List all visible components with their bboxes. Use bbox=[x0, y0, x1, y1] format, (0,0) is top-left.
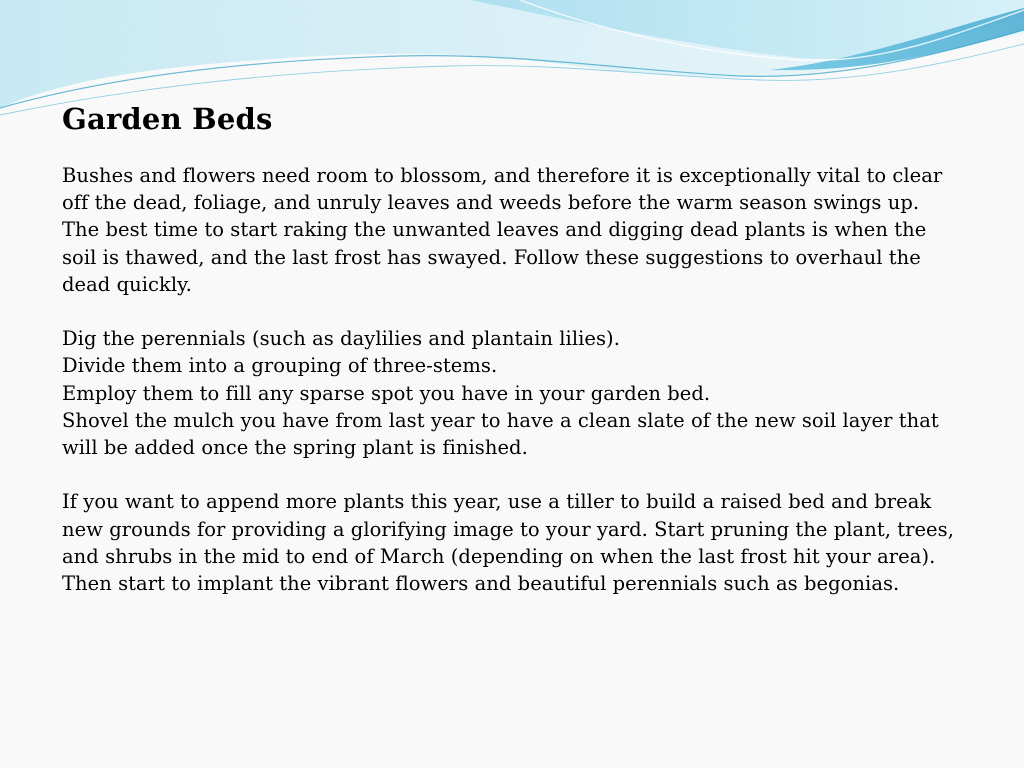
text-line: Employ them to fill any sparse spot you have in your garden bed. bbox=[62, 381, 711, 405]
text-line: If you want to append more plants this year, use a tiller to build a raised bed and break bbox=[62, 490, 932, 514]
text-line: soil is thawed, and the last frost has swayed. Follow these suggestions to overhaul the bbox=[62, 245, 921, 269]
text-line: Dig the perennials (such as daylilies and plantain lilies). bbox=[62, 327, 620, 351]
slide-title: Garden Beds bbox=[62, 102, 273, 136]
text-line: will be added once the spring plant is finished. bbox=[62, 436, 528, 460]
slide-content bbox=[62, 98, 962, 597]
steps-paragraph bbox=[62, 325, 962, 461]
text-line: dead quickly. bbox=[62, 272, 192, 296]
text-line: Divide them into a grouping of three-stems. bbox=[62, 354, 498, 378]
planting-paragraph bbox=[62, 488, 962, 597]
intro-paragraph bbox=[62, 162, 962, 298]
paragraph-spacer bbox=[62, 461, 962, 488]
text-line: Shovel the mulch you have from last year to have a clean slate of the new soil layer that bbox=[62, 408, 939, 432]
text-line: Then start to implant the vibrant flowers and beautiful perennials such as begonias. bbox=[62, 572, 900, 596]
paragraph-spacer bbox=[62, 298, 962, 325]
text-line: off the dead, foliage, and unruly leaves and weeds before the warm season swings up. bbox=[62, 191, 920, 215]
text-line: The best time to start raking the unwanted leaves and digging dead plants is when the bbox=[62, 218, 927, 242]
text-line: and shrubs in the mid to end of March (depending on when the last frost hit your area). bbox=[62, 544, 936, 568]
text-line: new grounds for providing a glorifying image to your yard. Start pruning the plant, trees, bbox=[62, 517, 954, 541]
text-line: Bushes and flowers need room to blossom, and therefore it is exceptionally vital to clear bbox=[62, 164, 943, 187]
